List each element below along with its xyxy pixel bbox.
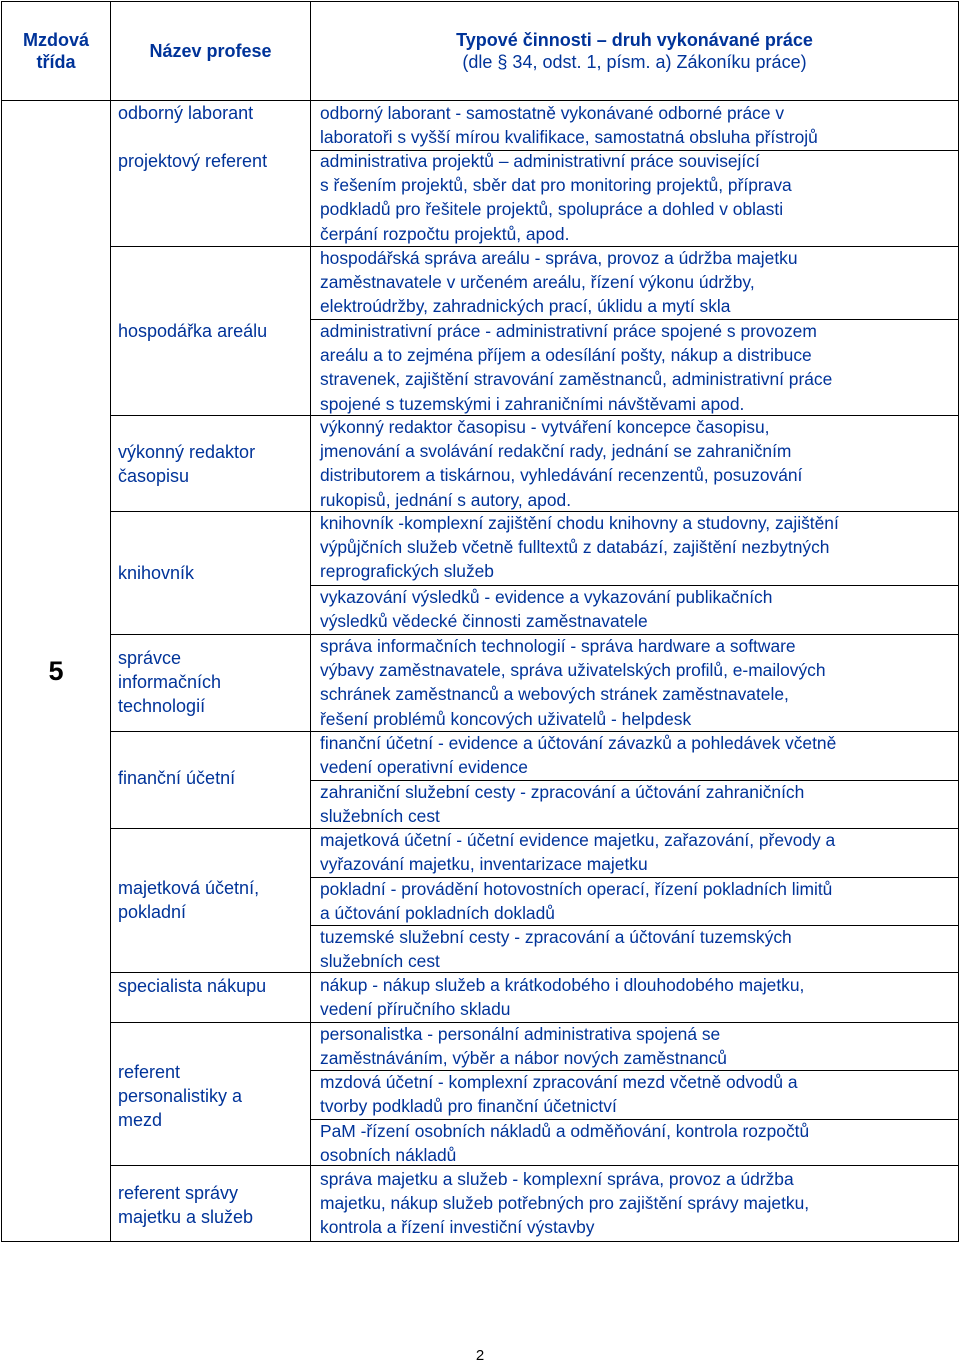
page-number: 2 xyxy=(475,1347,485,1364)
activity-description: mzdová účetní - komplexní zpracování mezd včetně odvodů a tvorby podkladů pro finanční účetnictví xyxy=(320,1072,798,1117)
activity-description: finanční účetní - evidence a účtování závazků a pohledávek včetně vedení operativní evidence xyxy=(320,733,837,778)
profession-projektovy-referent: projektový referent xyxy=(118,151,268,171)
activity-description: výkonný redaktor časopisu - vytváření koncepce časopisu, jmenování a svolávání redakční rady, jednání se zahraničním distributorem a tiskárnou, vyhledávání recenzentů, posuzování rukopisů, jednání s autory, apod. xyxy=(320,417,803,510)
row-divider xyxy=(111,246,310,247)
activity-description: odborný laborant - samostatně vykonávané odborné práce v laboratoři s vyšší mírou kvalifikace, samostatná obsluha přístrojů xyxy=(320,103,818,148)
activity-description: nákup - nákup služeb a krátkodobého i dlouhodobého majetku, vedení příručního skladu xyxy=(320,975,805,1020)
activity-description: PaM -řízení osobních nákladů a odměňování, kontrola rozpočtů osobních nákladů xyxy=(320,1121,810,1166)
activity-description: knihovník -komplexní zajištění chodu knihovny a studovny, zajištění výpůjčních služeb včetně fulltextů z databází, zajištění nezbytných reprografických služeb xyxy=(320,513,839,582)
profession-spravce-it: správce informačních technologií xyxy=(118,648,222,716)
activity-description: administrativní práce - administrativní práce spojené s provozem areálu a to zejména příjem a odesílání pošty, nákup a distribuce stravenek, zajištění stravování zaměstnanců, administrativní práce spojené s tuzemskými i zahraničními návštěvami apod. xyxy=(320,321,833,414)
activity-description: majetková účetní - účetní evidence majetku, zařazování, převody a vyřazování majetku, inventarizace majetku xyxy=(320,830,836,875)
row-divider xyxy=(111,1165,310,1166)
row-divider xyxy=(111,828,310,829)
activity-description: zahraniční služební cesty - zpracování a účtování zahraničních služebních cest xyxy=(320,782,805,827)
row-divider xyxy=(111,511,310,512)
header-activities xyxy=(311,2,958,100)
row-divider xyxy=(111,415,310,416)
profession-financni-ucetni: finanční účetní xyxy=(118,768,236,788)
header-grade: Mzdová třída xyxy=(22,30,89,72)
profession-referent-personalistiky: referent personalistiky a mezd xyxy=(118,1062,243,1130)
row-divider xyxy=(111,1022,310,1023)
profession-specialista-nakupu: specialista nákupu xyxy=(118,976,267,996)
activity-description: pokladní - provádění hotovostních operací, řízení pokladních limitů a účtování pokladních dokladů xyxy=(320,879,833,924)
header-activities-title: Typové činnosti – druh vykonávané práce xyxy=(456,30,813,50)
activity-description: hospodářská správa areálu - správa, provoz a údržba majetku zaměstnavatele v určeném areálu, řízení výkonu údržby, elektroúdržby, zahradnických prací, úklidu a mytí skla xyxy=(320,248,798,317)
row-divider xyxy=(111,731,310,732)
activity-description: správa majetku a služeb - komplexní správa, provoz a údržba majetku, nákup služeb potřebných pro zajištění správy majetku, kontrola a řízení investiční výstavby xyxy=(320,1169,810,1238)
profession-knihovnik: knihovník xyxy=(118,563,195,583)
header-profession: Název profese xyxy=(149,41,272,61)
salary-grade-value: 5 xyxy=(48,655,64,686)
activity-description: personalistka - personální administrativa spojená se zaměstnáváním, výběr a nábor nových zaměstnanců xyxy=(320,1024,727,1069)
activity-description: vykazování výsledků - evidence a vykazování publikačních výsledků vědecké činnosti zaměstnavatele xyxy=(320,587,773,632)
activity-description: správa informačních technologií - správa hardware a software výbavy zaměstnavatele, správa uživatelských profilů, e-mailových schránek zaměstnanců a webových stránek zaměstnavatele, řešení problémů koncových uživatelů - helpdesk xyxy=(320,636,826,729)
activity-description: tuzemské služební cesty - zpracování a účtování tuzemských služebních cest xyxy=(320,927,792,972)
profession-hospodarka-arealu: hospodářka areálu xyxy=(118,321,268,341)
row-divider xyxy=(111,634,310,635)
profession-vykonny-redaktor: výkonný redaktor časopisu xyxy=(118,442,256,486)
activity-description: administrativa projektů – administrativní práce související s řešením projektů, sběr dat pro monitoring projektů, příprava podkladů pro řešitele projektů, spolupráce a dohled v oblasti čerpání rozpočtu projektů, apod. xyxy=(320,151,792,244)
profession-odborny-laborant: odborný laborant xyxy=(118,103,254,123)
column-divider xyxy=(310,2,311,1241)
column-divider xyxy=(110,2,111,1241)
profession-majetkova-ucetni: majetková účetní, pokladní xyxy=(118,878,260,922)
header-activities-subtitle: (dle § 34, odst. 1, písm. a) Zákoníku práce) xyxy=(462,52,807,72)
row-divider xyxy=(111,972,310,973)
profession-referent-spravy-majetku: referent správy majetku a služeb xyxy=(118,1183,254,1227)
